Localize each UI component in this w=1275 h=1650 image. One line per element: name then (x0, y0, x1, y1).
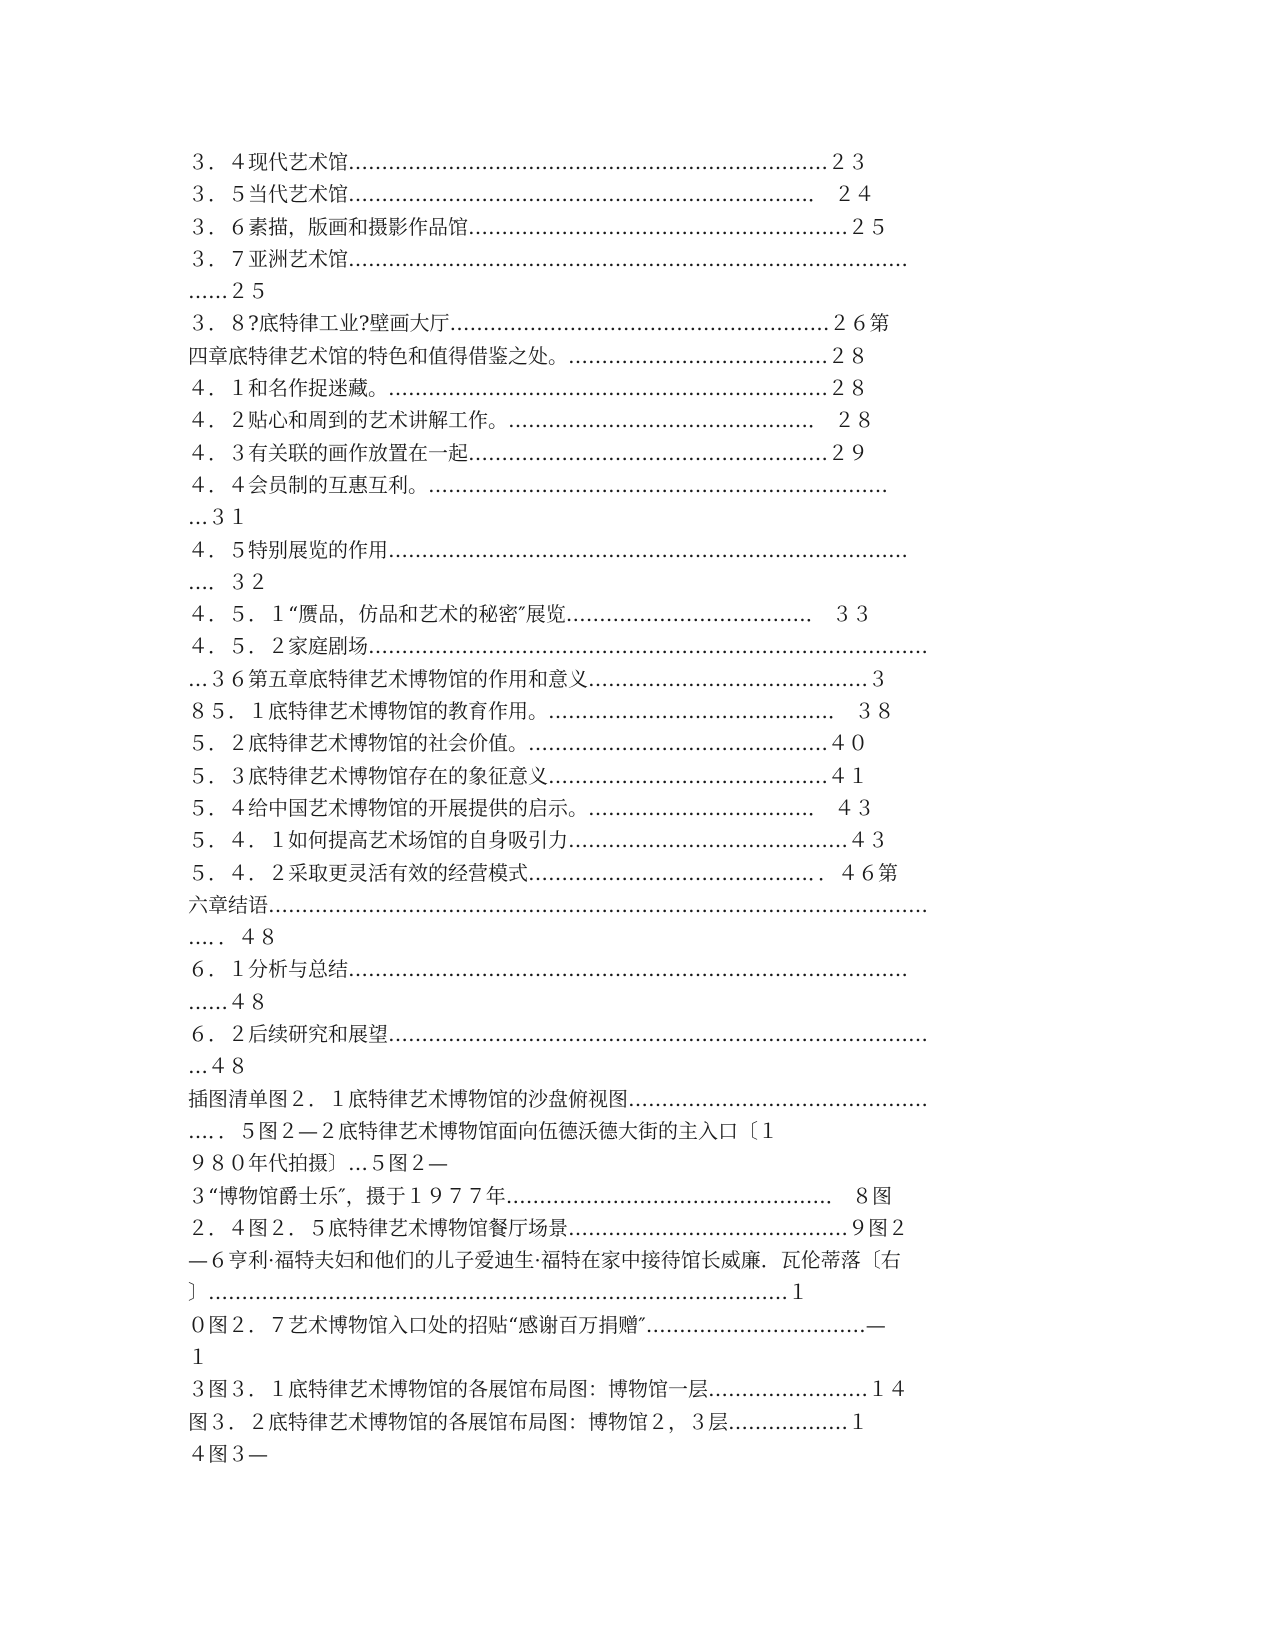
toc-line: ３．６素描，版画和摄影作品馆…………………………………………………２５ (188, 214, 888, 239)
toc-line: …．．５图２—２底特律艺术博物馆面向伍德沃德大街的主入口〔１ (188, 1118, 778, 1143)
toc-line: 插图清单图２．１底特律艺术博物馆的沙盘俯视图……………………………………… (188, 1086, 928, 1111)
toc-line: ０图２．７艺术博物馆入口处的招贴“感谢百万捐赠″……………………………— (188, 1312, 886, 1337)
toc-line: ４．１和名作捉迷藏。…………………………………………………………２８ (188, 376, 868, 401)
toc-line: ３．８?底特律工业?壁画大厅…………………………………………………２６第 (188, 311, 890, 336)
toc-line: ４．５特别展览的作用…………………………………………………………………… (188, 537, 908, 562)
toc-line: ５．４给中国艺术博物馆的开展提供的启示。……………………………． ４３ (188, 795, 875, 820)
toc-line: ３．５当代艺术馆……………………………………………………………． ２４ (188, 182, 875, 207)
toc-line: ６．１分析与总结………………………………………………………………………… (188, 957, 908, 982)
toc-line: ８５．１底特律艺术博物馆的教育作用。……………………………………． ３８ (188, 699, 895, 724)
toc-line: ４．４会员制的互惠互利。…………………………………………………………… (188, 472, 888, 497)
toc-line: ４．５．２家庭剧场………………………………………………………………………… (188, 634, 928, 659)
toc-line: …．．４８ (188, 925, 278, 950)
toc-line: …．３２ (188, 569, 268, 594)
toc-line: ５．４．１如何提高艺术场馆的自身吸引力……………………………………４３ (188, 828, 888, 853)
toc-line: ９８０年代拍摄〕…５图２— (188, 1151, 448, 1176)
table-of-contents (188, 146, 1088, 1470)
toc-line: ５．３底特律艺术博物馆存在的象征意义……………………………………４１ (188, 763, 868, 788)
toc-line: ４．３有关联的画作放置在一起………………………………………………２９ (188, 440, 868, 465)
toc-line: …４８ (188, 1054, 248, 1079)
toc-line: ４．５．１“赝品，仿品和艺术的秘密″展览………………………………． ３３ (188, 602, 873, 627)
toc-line: ３．７亚洲艺术馆………………………………………………………………………… (188, 246, 908, 271)
toc-line: ……４８ (188, 989, 268, 1014)
toc-line: ２．４图２．５底特律艺术博物馆餐厅场景……………………………………９图２ (188, 1215, 908, 1240)
toc-line: １ (188, 1344, 208, 1369)
toc-line: ３．４现代艺术馆………………………………………………………………２３ (188, 150, 868, 174)
toc-line: ３图３．１底特律艺术博物馆的各展馆布局图：博物馆一层……………………１４ (188, 1377, 908, 1402)
toc-line: ４．２贴心和周到的艺术讲解工作。………………………………………． ２８ (188, 408, 875, 433)
toc-line: 图３．２底特律艺术博物馆的各展馆布局图：博物馆２，３层………………１ (188, 1409, 868, 1434)
toc-line: 六章结语……………………………………………………………………………………… (188, 892, 928, 917)
toc-line: …３６第五章底特律艺术博物馆的作用和意义……………………………………３ (188, 666, 888, 691)
toc-line: 四章底特律艺术馆的特色和值得借鉴之处。…………………………………２８ (188, 343, 868, 368)
toc-line: ……２５ (188, 279, 268, 304)
toc-line: ５．２底特律艺术博物馆的社会价值。………………………………………４０ (188, 731, 868, 756)
toc-line: …３１ (188, 505, 248, 530)
toc-line: ４图３— (188, 1441, 268, 1466)
toc-line: 〕……………………………………………………………………………１ (188, 1280, 808, 1305)
toc-line: ５．４．２采取更灵活有效的经营模式……………………………………．．４６第 (188, 860, 898, 885)
toc-line: ６．２后续研究和展望……………………………………………………………………… (188, 1022, 928, 1047)
toc-line: —６亨利·福特夫妇和他们的儿子爱迪生·福特在家中接待馆长威廉．瓦伦蒂落〔右 (188, 1248, 901, 1273)
toc-line: ３“博物馆爵士乐″，摄于１９７７年…………………………………………． ８图 (188, 1183, 893, 1208)
